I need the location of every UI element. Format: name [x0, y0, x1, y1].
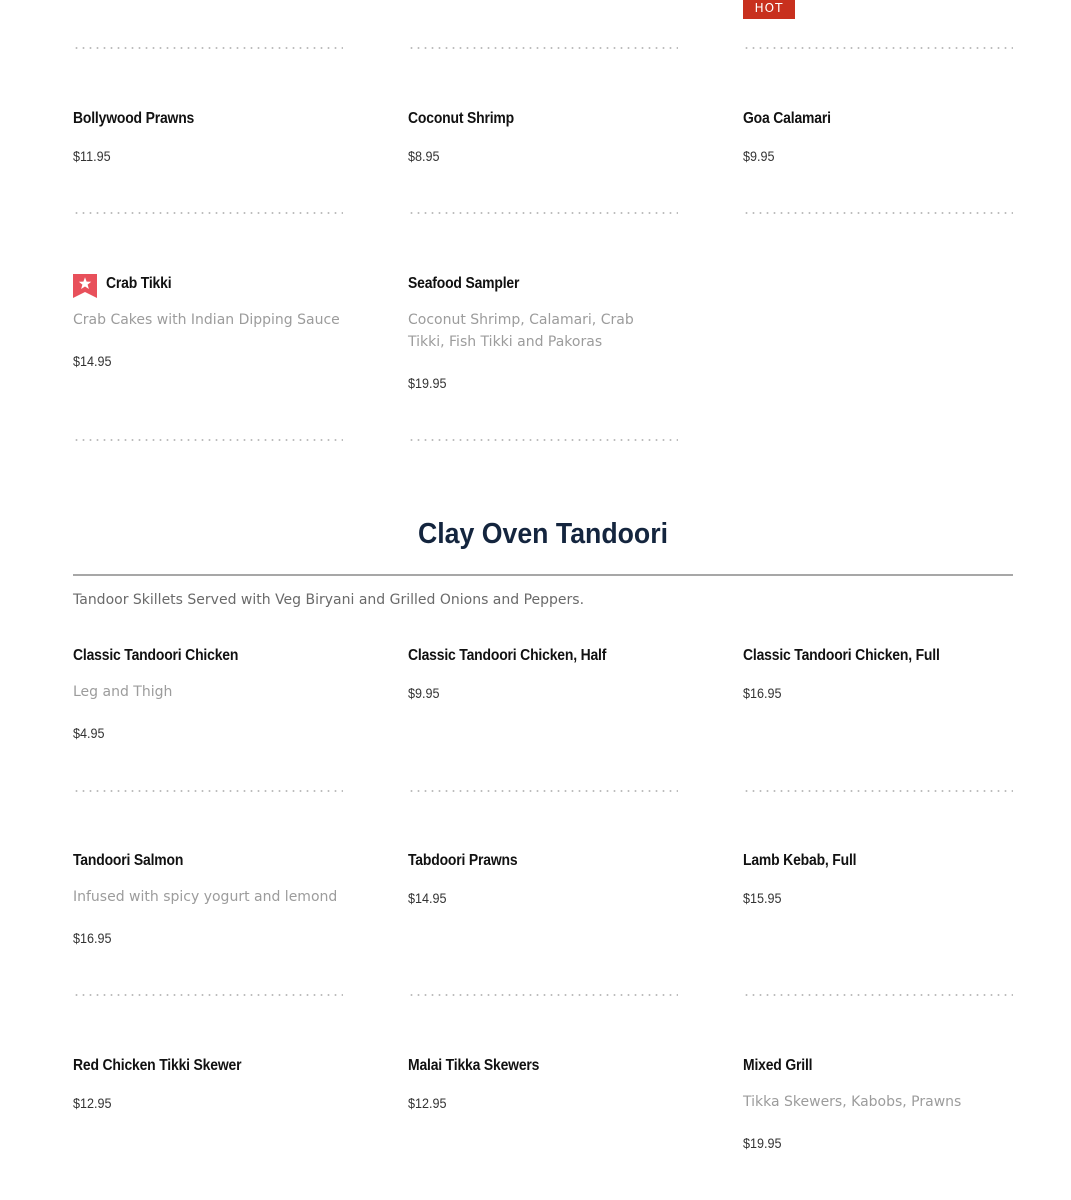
item-name: Lamb Kebab, Full: [743, 852, 857, 869]
item-price: $14.95: [73, 353, 112, 369]
item-name: Tandoori Salmon: [73, 852, 184, 869]
item-divider: [408, 212, 678, 214]
section-description: Tandoor Skillets Served with Veg Biryani and Grilled Onions and Peppers.: [73, 592, 585, 608]
item-divider: [408, 994, 678, 996]
item-price: $16.95: [743, 685, 782, 701]
item-price: $12.95: [408, 1095, 447, 1111]
item-divider: [73, 212, 343, 214]
item-divider: [743, 994, 1013, 996]
item-price: $16.95: [73, 930, 112, 946]
section-divider: [73, 574, 1013, 576]
item-name: Classic Tandoori Chicken: [73, 647, 239, 664]
item-price: $4.95: [73, 725, 105, 741]
item-description: Leg and Thigh: [73, 684, 173, 700]
item-description: Crab Cakes with Indian Dipping Sauce: [73, 312, 340, 328]
item-divider: [73, 790, 343, 792]
item-price: $19.95: [743, 1135, 782, 1151]
item-divider: [408, 790, 678, 792]
item-price: $8.95: [408, 148, 440, 164]
item-price: $11.95: [73, 148, 111, 164]
item-name: Goa Calamari: [743, 110, 831, 127]
item-description: Tikka Skewers, Kabobs, Prawns: [743, 1094, 962, 1110]
item-name: Red Chicken Tikki Skewer: [73, 1057, 242, 1074]
item-price: $15.95: [743, 890, 782, 906]
item-name: Crab Tikki: [106, 275, 172, 292]
item-divider: [408, 439, 678, 441]
item-name: Coconut Shrimp: [408, 110, 514, 127]
item-divider: [743, 212, 1013, 214]
item-name: Classic Tandoori Chicken, Full: [743, 647, 940, 664]
item-description: Coconut Shrimp, Calamari, Crab Tikki, Fish Tikki and Pakoras: [408, 312, 634, 350]
item-name: Classic Tandoori Chicken, Half: [408, 647, 607, 664]
item-name: Bollywood Prawns: [73, 110, 195, 127]
item-price: $14.95: [408, 890, 447, 906]
item-divider: [408, 47, 678, 49]
item-name: Mixed Grill: [743, 1057, 813, 1074]
item-divider: [743, 790, 1013, 792]
item-price: $9.95: [408, 685, 440, 701]
featured-star-icon: [73, 274, 97, 298]
item-divider: [73, 47, 343, 49]
item-name: Seafood Sampler: [408, 275, 520, 292]
item-divider: [73, 439, 343, 441]
item-description: Infused with spicy yogurt and lemond: [73, 889, 338, 905]
item-name: Tabdoori Prawns: [408, 852, 518, 869]
hot-badge: HOT: [743, 0, 795, 19]
item-price: $9.95: [743, 148, 775, 164]
item-price: $19.95: [408, 375, 447, 391]
item-price: $12.95: [73, 1095, 112, 1111]
item-divider: [743, 47, 1013, 49]
item-name: Malai Tikka Skewers: [408, 1057, 540, 1074]
section-title: Clay Oven Tandoori: [417, 518, 669, 550]
item-divider: [73, 994, 343, 996]
